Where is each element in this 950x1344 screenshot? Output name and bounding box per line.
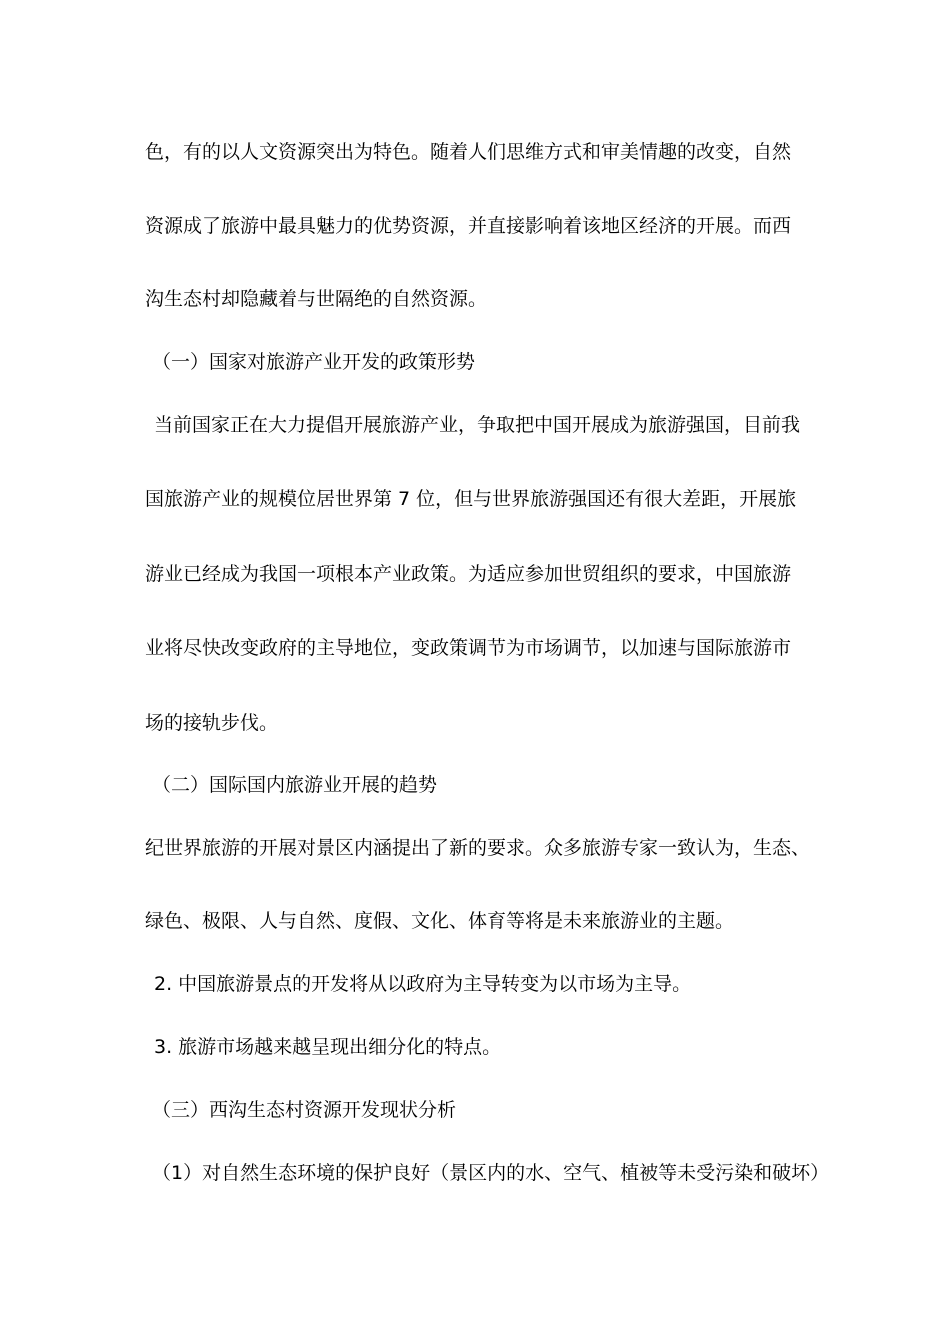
paragraph-line: 业将尽快改变政府的主导地位，变政策调节为市场调节，以加速与国际旅游市 <box>145 637 792 659</box>
paragraph-line: 游业已经成为我国一项根本产业政策。为适应参加世贸组织的要求，中国旅游 <box>145 563 792 585</box>
list-item-2: 2. 中国旅游景点的开发将从以政府为主导转变为以市场为主导。 <box>154 973 692 995</box>
list-item-3: 3. 旅游市场越来越呈现出细分化的特点。 <box>154 1036 502 1058</box>
paragraph-line: 沟生态村却隐藏着与世隔绝的自然资源。 <box>145 288 488 310</box>
paragraph-line: 当前国家正在大力提倡开展旅游产业，争取把中国开展成为旅游强国，目前我 <box>154 414 801 436</box>
paragraph-line: 国旅游产业的规模位居世界第 7 位，但与世界旅游强国还有很大差距，开展旅 <box>145 488 797 510</box>
list-item-1: （1）对自然生态环境的保护良好（景区内的水、空气、植被等未受污染和破坏） <box>152 1162 830 1184</box>
paragraph-line: 绿色、极限、人与自然、度假、文化、体育等将是未来旅游业的主题。 <box>145 910 735 932</box>
section-heading-2: （二）国际国内旅游业开展的趋势 <box>152 774 438 796</box>
section-heading-1: （一）国家对旅游产业开发的政策形势 <box>152 351 476 373</box>
paragraph-line: 色，有的以人文资源突出为特色。随着人们思维方式和审美情趣的改变，自然 <box>145 141 792 163</box>
paragraph-line: 场的接轨步伐。 <box>145 712 279 734</box>
section-heading-3: （三）西沟生态村资源开发现状分析 <box>152 1099 457 1121</box>
paragraph-line: 资源成了旅游中最具魅力的优势资源，并直接影响着该地区经济的开展。而西 <box>145 215 792 237</box>
paragraph-line: 纪世界旅游的开展对景区内涵提出了新的要求。众多旅游专家一致认为，生态、 <box>145 837 811 859</box>
